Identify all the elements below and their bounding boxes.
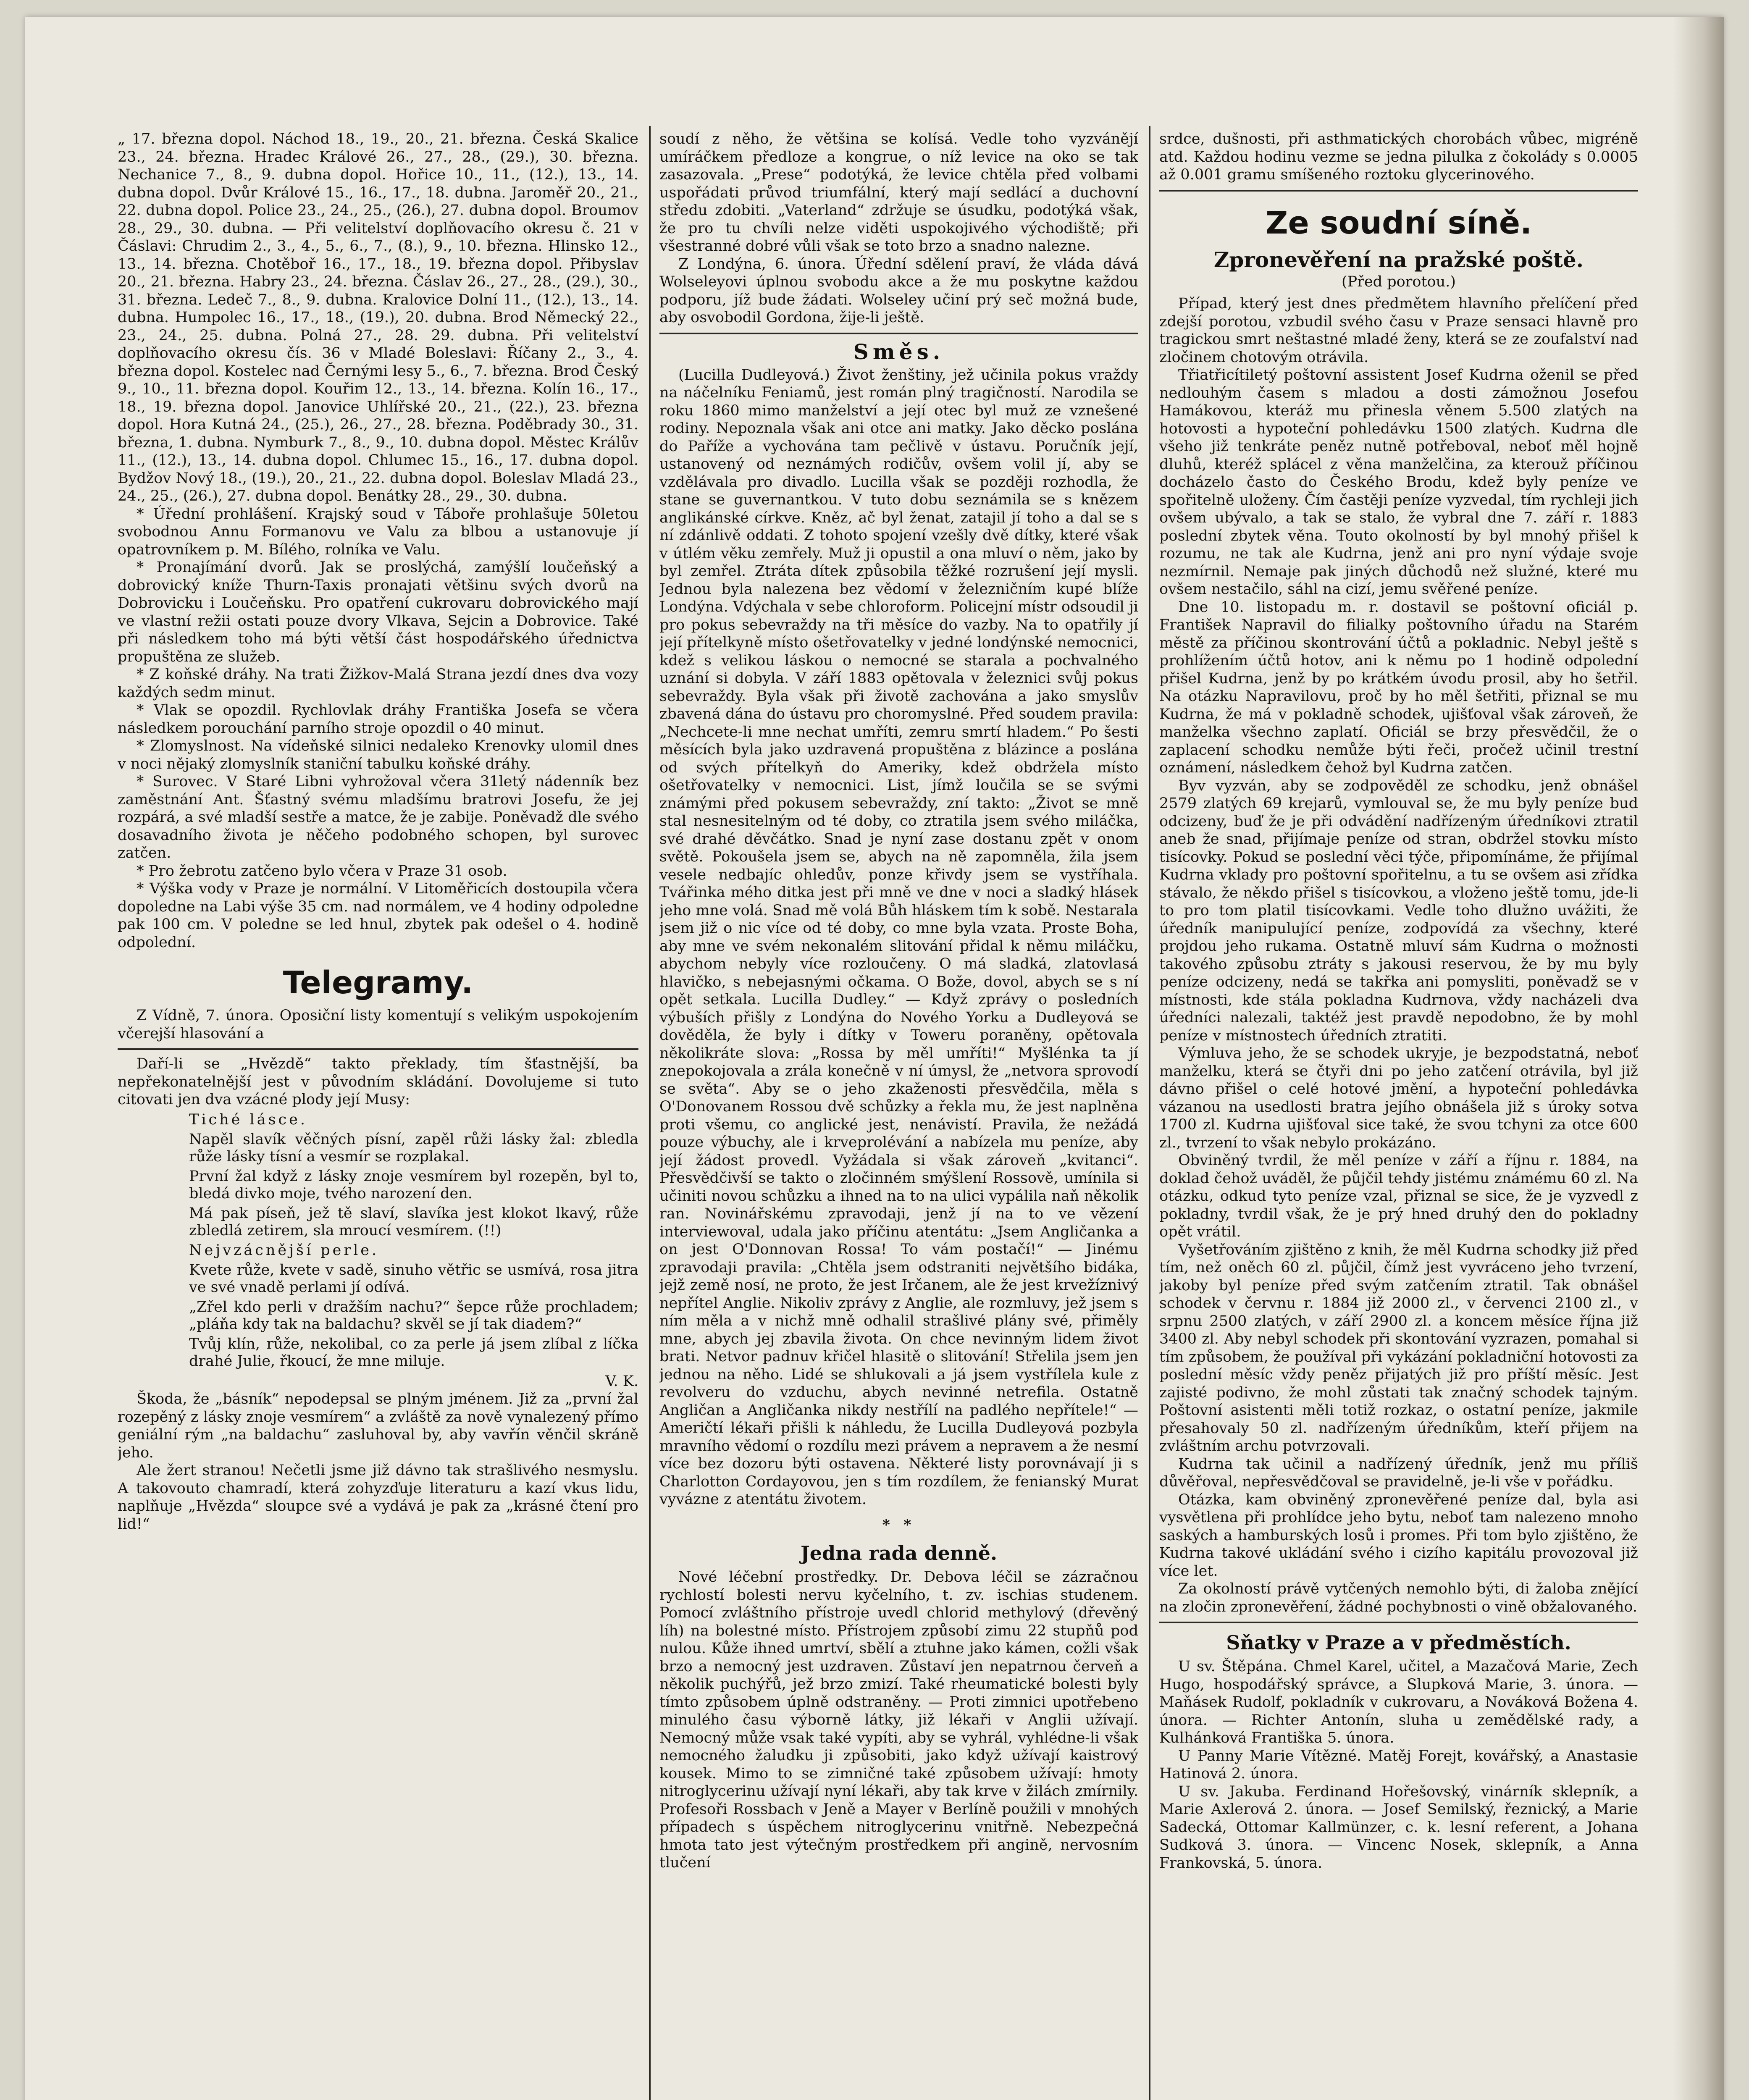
section-divider [659, 333, 1138, 334]
section-title-marriages: Sňatky v Praze a v předměstích. [1226, 1631, 1571, 1654]
court-paragraph-9: Otázka, kam obviněný zpronevěřené peníze dal, byla asi vysvětlena při prohlídce jeho bytu, neboť tam nalezeno mnoho saských a hamburských losů i promes. Při tom bylo zjištěno, že Kudrna takové ukládání svého i cizího kapitálu provozoval již více let. [1159, 1491, 1638, 1580]
news-item-train-delay: * Vlak se opozdil. Rychlovlak dráhy Františka Josefa se včera následkem porouchání parního stroje opozdil o 40 minut. [118, 702, 638, 737]
poem-1-stanza-3: Má pak píseň, jež tě slaví, slavíka jest klokot lkavý, růže zbledlá zetirem, sla mroucí vesmírem. (!!) [189, 1205, 638, 1239]
poem-1-title: Tiché lásce. [189, 1111, 307, 1128]
poem-2-stanza-1: Kvete růže, kvete v sadě, sinuho větřic se usmívá, rosa jitra ve své vnadě perlami jí odívá. [189, 1261, 638, 1296]
poem-1-stanza-2: První žal když z lásky znoje vesmírem byl rozepěn, byl to, bledá divko moje, tvého narození den. [189, 1168, 638, 1202]
court-paragraph-5: Výmluva jeho, že se schodek ukryje, je bezpodstatná, neboť manželku, která se čtyři dni po jeho zatčení otrávila, byl již dávno přišel o celé hotové jmění, a hypoteční pohledávka vázanou na usedlosti bratra jejího obnášela již s úroky sotva 1700 zl. Kudrna ujišťoval sice také, že svou tchyni za otce 600 zl., tvrzení to však nebylo prokázáno. [1159, 1045, 1638, 1151]
column-rule-left [649, 126, 651, 2100]
section-divider [1159, 190, 1638, 192]
poem-2-title: Nejvzácnější perle. [189, 1242, 379, 1259]
news-item-brute: * Surovec. V Staré Libni vyhrožoval včera 31letý nádenník bez zaměstnání Ant. Šťastný svému mladšímu bratrovi Josefu, že jej rozpárá, a své mladší sestře a matce, že je zabije. Poněvadž dle svého dosavadního života je něčeho podobného schopen, byl surovec zatčen. [118, 773, 638, 861]
news-item-official-declaration: * Úřední prohlášení. Krajský soud v Táboře prohlašuje 50letou svobodnou Annu Formanovu ve Valu za blbou a ustanovuje jí opatrovníkem p. M. Bílého, rolníka ve Valu. [118, 505, 638, 558]
recruitment-schedule: „ 17. března dopol. Náchod 18., 19., 20., 21. března. Česká Skalice 23., 24. března. Hradec Králové 26., 27., 28., (29.), 30. března. Nechanice 7., 8., 9. dubna dopol. Hořice 10., 11., (12.), 13., 14. dubna dopol. Dvůr Králové 15., 16., 17., 18. dubna. Jaroměř 20., 21., 22. dubna dopol. Police 23., 24., 25., (26.), 27. dubna dopol. Broumov 28., 29., 30. dubna. — Při velitelství doplňovacího okresu č. 21 v Čáslavi: Chrudim 2., 3., 4., 5., 6., 7., (8.), 9., 10. března. Hlinsko 12., 13., 14. března. Chotěboř 16., 17., 18., 19. března dopol. Přibyslav 20., 21. března. Habry 23., 24. března. Čáslav 26., 27., 28., (29.), 30., 31. března. Ledeč 7., 8., 9. dubna. Kralovice Dolní 11., (12.), 13., 14. dubna. Humpolec 16., 17., 18., (19.), 20. dubna. Brod Německý 22., 23., 24., 25. dubna. Polná 27., 28. 29. dubna. Při velitelství doplňovacího okresu čís. 36 v Mladé Boleslavi: Říčany 2., 3., 4. března dopol. Kostelec nad Černými lesy 5., 6., 7. března. Brod Český 9., 10., 11. března dopol. Kouřim 12., 13., 14. března. Kolín 16., 17., 18., 19. března dopol. Janovice Uhlířské 20., 21., (22.), 23. března dopol. Hora Kutná 24., (25.), 26., 27., 28. března. Poděbrady 30., 31. března, 1. dubna. Nymburk 7., 8., 9., 10. dubna dopol. Městec Králův 11., (12.), 13., 14. dubna dopol. Chlumec 15., 16., 17. dubna dopol. Bydžov Nový 18., (19.), 20., 21., 22. dubna dopol. Boleslav Mladá 23., 24., 25., (26.), 27. dubna dopol. Benátky 28., 29., 30. dubna. [118, 131, 638, 504]
marriages-st-james: U sv. Jakuba. Ferdinand Hořešovský, vinárník sklepník, a Marie Axlerová 2. února. — Josef Semilský, řeznický, a Marie Sadecká, Ottomar Kallmünzer, c. k. lesní referent, a Johana Sudková 3. února. — Vincenc Nosek, sklepník, a Anna Frankovská, 5. února. [1159, 1783, 1638, 1872]
section-title-telegrams: Telegramy. [283, 965, 473, 1001]
column-3 [1159, 130, 1638, 2100]
court-paragraph-4: Byv vyzván, aby se zodpověděl ze schodku, jenž obnášel 2579 zlatých 69 krejarů, vymlouval se, že mu byly peníze buď odcizeny, buď že je při odvádění nadřízeným úředníkovi ztratil aneb že snad, přijímaje peníze od stran, obdržel stovku místo tisícovky. Pokud se poslední věci týče, připomínáme, že přijímal Kudrna vklady pro poštovní spořitelnu, a tu se ovšem asi zřídka stávalo, že někdo přišel s tisícovkou, a vloženo ještě tomu, jde-li to pro tom platil tisícovkami. Vedle toho dlužno uvážiti, že úředník manipulující peníze, zodpovídá za všechny, které projdou jeho rukama. Ostatně mluví sám Kudrna o možnosti takového způsobu ztráty s jakousi reservou, že by mu byly peníze odcizeny, nedá se takřka ani pomysliti, poněvadž se v místnosti, kde stála pokladna Kudrnova, vždy nacházeli dva úředníci nalezali, taktéž jest pravdě nepodobno, že by mohl peníze v místnostech úředních ztratiti. [1159, 777, 1638, 1044]
court-paragraph-7: Vyšetřováním zjištěno z knih, že měl Kudrna schodky již před tím, než oněch 60 zl. půjčil, čímž jest vyvráceno jeho tvrzení, jakoby byl peníze před svým zatčením ztratil. Tak obnášel schodek v červnu r. 1884 již 2000 zl., v červenci 2100 zl., v srpnu 2500 zlatých, v září 2900 zl. a koncem měsíce října již 3400 zl. Aby nebyl schodek při skontování vyzrazen, pomahal si tím způsobem, že používal při vykázání pokladniční hotovosti za poslední měsíc vždy peněz přijatých již pro příští měsíc. Jest zajisté podivno, že mohl zůstati tak značný schodek tajným. Poštovní asistenti měli totiž rozkaz, o ostatní peníze, jakmile přesahovaly 50 zl. nadřízeným úředníkům, kteří přijem na zvláštním archu potvrzovali. [1159, 1241, 1638, 1454]
critique-intro: Daří-li se „Hvězdě“ takto překlady, tím šťastnější, ba nepřekonatelnější jest v původním skládání. Dovolujeme si tuto citovati jen dva vzácné plody její Musy: [118, 1055, 638, 1108]
court-paragraph-3: Dne 10. listopadu m. r. dostavil se poštovní oficiál p. František Napravil do filialky poštovního úřadu na Starém městě za příčinou skontrování účtů a pokladnic. Nebyl ještě s prohlížením účtů hotov, ani k němu po 1 hodině odpolední přišel Kudrna, jenž by po krátkém úvodu prosil, aby ho šetřil. Na otázku Napravilovu, proč by ho měl šetřiti, přiznal se mu Kudrna, že má v pokladně schodek, ujišťoval však zároveň, že manželka všechno zaplatí. Oficiál se brzy přesvědčil, že o zaplacení schodku nemůže býti řeči, pročež učinil trestní oznámení, následkem čehož byl Kudrna zatčen. [1159, 598, 1638, 776]
poem-2-stanza-2: „Zřel kdo perli v dražším nachu?“ šepce růže prochladem; „pláňa kdy tak na baldachu? skvěl se jí tak diadem?“ [189, 1298, 638, 1333]
court-paragraph-1: Případ, který jest dnes předmětem hlavního přelíčení před zdejší porotou, vzbudil svého času v Praze sensaci hlavně pro tragickou smrt neštastné mladé ženy, která se ze zoufalství nad zločinem chotovým otrávila. [1159, 295, 1638, 366]
critique-body-1: Škoda, že „básník“ nepodepsal se plným jménem. Již za „první žal rozepěný z lásky znoje vesmírem“ a zvláště za nově vynalezený přímo geniální rým „na baldachu“ zasluhoval by, aby vavřín věnčil skráně jeho. [118, 1391, 638, 1461]
advice-continued: srdce, dušnosti, při asthmatických chorobách vůbec, migréně atd. Každou hodinu vezme se jedna pilulka z čokolády s 0.0005 až 0.001 gramu smíšeného roztoku glycerinového. [1159, 131, 1638, 183]
news-item-begging: * Pro žebrotu zatčeno bylo včera v Praze 31 osob. [137, 862, 507, 879]
court-paragraph-8: Kudrna tak učinil a nadřízený úředník, jenž mu příliš důvěřoval, nepřesvědčoval se pravidelně, je-li vše v pořádku. [1159, 1455, 1638, 1490]
telegram-london: Z Londýna, 6. února. Úřední sdělení praví, že vláda dává Wolseleyovi úplnou svobodu akce a že mu poskytne každou podporu, jíž bude žádati. Wolseley učiní prý seč možná bude, aby osvobodil Gordona, žije-li ještě. [659, 255, 1138, 326]
telegram-vienna: Z Vídně, 7. února. Oposiční listy komentují s velikým uspokojením včerejší hlasování a [118, 1007, 638, 1042]
story-lucilla-dudley: (Lucilla Dudleyová.) Život ženštiny, jež učinila pokus vraždy na náčelníku Feniamů, jest román plný tragičností. Narodila se roku 1860 mimo manželství a její otec byl muž ze vznešené rodiny. Nepoznala však ani otce ani matky. Jako děcko poslána do Paříže a vychována tam pečlivě v ústavu. Poručník její, ustanovený od neznámých rodičův, ovšem volil jí, aby se vzdělávala pro divadlo. Lucilla však se později rozhodla, že stane se guvernantkou. V tuto dobu seznámila se s knězem anglikánské církve. Kněz, ač byl ženat, zatajil jí toho a dal se s ní zdánlivě oddati. Z tohoto spojení vzešly dvě dítky, které však v útlém věku zemřely. Muž ji opustil a ona mluví o něm, jako by byl zemřel. Ztráta dítek způsobila těžké rozrušení její mysli. Jednou byla nalezena bez vědomí v železničním kupé blíže Londýna. Vdýchala v sebe chloroform. Policejní místr odsoudil ji pro pokus sebevraždy na tři měsíce do vazby. Na to opatřily jí její přítelkyně místo ošetřovatelky v jedné londýnské nemocnici, kdež s velikou láskou o nemocné se starala a pochvalného uznání si dobyla. V září 1883 opětovala v železnici svůj pokus sebevraždy. Byla však při životě zachována a jako smyslův zbavená dána do ústavu pro choromyslné. Před soudem pravila: „Nechcete-li mne nechat umříti, zemru smrtí hladem.“ Po šesti měsících byla jako uzdravená propuštěna z blázince a poslána od svých přítelkyň do Ameriky, kdež obdržela místo ošetřovatelky v nemocnici. List, jímž loučila se se svými známými před pokusem sebevraždy, zní takto: „Život se mně stal nesnesitelným od té doby, co ztratila jsem svého miláčka, své drahé děvčátko. Snad je nyní zase dostanu zpět v onom světě. Pokoušela jsem se, abych na ně zapomněla, žila jsem vesele nedbajíc ohledův, ponze křivdy jsem se vystříhala. Tvářinka mého ditka jest při mně ve dne v noci a sladký hlásek jeho mne volá. Snad mě volá Bůh hláskem tím k sobě. Nestarala jsem již o nic více od té doby, co mne byla vzata. Proste Boha, aby mne ve svém nekonalém slitování přidal k němu miláčku, abychom nebyly více rozloučeny. O má sladká, zlatovlasá hlavičko, s nebejasnými očkama. O Bože, dovol, abych se s ní opět setkala. Lucilla Dudley.“ — Když zprávy o posledních výbuších přišly z Londýna do Nového Yorku a Dudleyová se dověděla, že byly i dítky v Toweru poraněny, opětovala několikráte slova: „Rossa by měl umříti!“ Myšlénka ta jí znepokojovala a zrála konečně v ní úmysl, že „netvora sprovodí se světa“. Aby se o jeho zkaženosti přesvědčila, měla s O'Donovanem Rossou dvě schůzky a řekla mu, že jest naplněna proti všemu, co anglické jest, nenávistí. Pravila, že nežádá pouze výbuchy, ale i krveprolévání a nabízela mu peníze, aby její žádost provedl. Vyžádala si však zároveň „kvitanci“. Přesvědčivší se takto o zločinném smýšlení Rossově, umínila si učiniti novou schůzku a ihned na to na ulici vypálila naň několik ran. Novinářskému zpravodaji, jenž jí na to ve vězení interviewoval, udala jako příčinu atentátu: „Jsem Angličanka a on jest O'Donnovan Rossa! To vám postačí!“ — Jinému zpravodaji pravila: „Chtěla jsem odstraniti největšího bidáka, jejž země nosí, ne proto, že jest Irčanem, ale že jest krvežíznivý nepřítel Anglie. Nikoliv zprávy z Anglie, ale rozmluvy, jež jsem s ním měla a v nichž mně odhalil strašlivé plány své, přiměly mne, abych jej zbavila života. On chce nevinným lidem život brati. Netvor padnuv křičel hlasitě o slitování! Střelila jsem jen jednou na něho. Lidé se shlukovali a já jsem vystřílela kule z revolveru do vzduchu, abych nevinné netrefila. Ostatně Angličan a Angličanka nikdy nestřílí na padlého nepřítele!“ — Američtí lékaři přišli k náhledu, že Lucilla Dudleyová pozbyla mravního vědomí o rozdílu mezi právem a nepravem a že nesmí více bez dozoru býti ostavena. Některé listy porovnávají ji s Charlotton Cordayovou, jen s tím rozdílem, že fenianský Murat vyvázne z atentátu životem. [659, 366, 1138, 1508]
section-title-miscellany: Směs. [853, 339, 945, 364]
section-divider [1159, 1622, 1638, 1623]
column-2 [659, 130, 1138, 2100]
poem-1-stanza-1: Napěl slavík věčných písní, zapěl růži lásky žal: zbledla růže lásky tísní a vesmír se rozplakal. [189, 1131, 638, 1165]
poem-2-signature: V. K. [605, 1373, 638, 1390]
section-divider [118, 1048, 638, 1050]
news-item-estate-leasing: * Pronajímání dvorů. Jak se proslýchá, zamýšlí loučeňský a dobrovický kníže Thurn-Taxis pronajati většinu svých dvorů na Dobrovicku i Loučeňsku. Pro opatření cukrovaru dobrovického mají ve vlastní režii ostati pouze dvory Vlkava, Sejcin a Dobrovice. Také při následkem toho má býti větší část hospodářského úřednictva propuštěna ze služeb. [118, 559, 638, 665]
page-content [118, 130, 1638, 2100]
news-item-horse-tram: * Z koňské dráhy. Na trati Žižkov-Malá Strana jezdí dnes dva vozy každých sedm minut. [118, 666, 638, 701]
telegram-vienna-continued: soudí z něho, že většina se kolísá. Vedle toho vyzvánějí umíráčkem předloze a kongrue, o níž levice na oko se tak zasazovala. „Prese“ podotýká, že levice chtěla před volbami uspořádati průvod triumfální, který mají sedlácí a duchovní středu zdobiti. „Vaterland“ zdržuje se úsudku, podotýká však, že pro tu chvíli nelze viděti uspokojivého východiště; při všestranné dobré vůli však se toto brzo a snadno nalezne. [659, 131, 1138, 255]
section-title-daily-advice: Jedna rada denně. [800, 1542, 998, 1564]
marriages-st-stephen: U sv. Štěpána. Chmel Karel, učitel, a Mazačová Marie, Zech Hugo, hospodářský správce, a Slupková Marie, 3. února. — Maňásek Rudolf, pokladník v cukrovaru, a Nováková Božena 4. února. — Richter Antonín, sluha u zemědělské rady, a Kulhánková Františka 5. února. [1159, 1658, 1638, 1746]
section-stars: * * [882, 1516, 916, 1533]
section-title-court: Ze soudní síně. [1265, 205, 1532, 241]
news-item-water-level: * Výška vody v Praze je normální. V Litoměřicích dostoupila včera dopoledne na Labi výše 35 cm. nad normálem, ve 4 hodiny odpoledne pak 100 cm. V poledne se led hnul, zbytek pak odešel o 4. hodině odpolední. [118, 880, 638, 951]
page-binding-edge [1673, 17, 1724, 2100]
court-case-note: (Před porotou.) [1342, 273, 1456, 290]
court-paragraph-10: Za okolností právě vytčených nemohlo býti, di žaloba znějící na zločin zpronevěření, žádné pochybnosti o vině obžalovaného. [1159, 1580, 1638, 1615]
court-case-title: Zpronevěření na pražské poště. [1213, 247, 1584, 272]
newspaper-page [25, 17, 1724, 2100]
marriages-our-lady-victorious: U Panny Marie Vítězné. Matěj Forejt, kovářský, a Anastasie Hatinová 2. února. [1159, 1747, 1638, 1782]
court-paragraph-6: Obviněný tvrdil, že měl peníze v září a říjnu r. 1884, na doklad čehož uváděl, že půjčil tehdy jistému známému 60 zl. Na otázku, odkud tyto peníze vzal, přiznal se sice, že je vyzvedl z pokladny, tvrdil však, že je prý hned druhý den do pokladny opět vrátil. [1159, 1152, 1638, 1240]
news-item-vandalism: * Zlomyslnost. Na vídeňské silnici nedaleko Krenovky ulomil dnes v noci nějaký zlomyslník staniční tabulku koňské dráhy. [118, 738, 638, 772]
column-1 [118, 130, 638, 2100]
poem-2-signature-line [118, 1373, 638, 1391]
column-rule-right [1149, 126, 1150, 2100]
critique-body-2: Ale žert stranou! Nečetli jsme již dávno tak strašlivého nesmyslu. A takovouto chamradí, která zohyzďuje literaturu a kazí vkus lidu, naplňuje „Hvězda“ sloupce své a vydává je pak za „krásné čtení pro lid!“ [118, 1462, 638, 1533]
court-paragraph-2: Třiatřicítiletý poštovní assistent Josef Kudrna oženil se před nedlouhým časem s mladou a dosti zámožnou Josefou Hamákovou, kteráž mu přinesla věnem 5.500 zlatých na hotovosti a hypoteční pohledávku 1500 zlatých. Kudrna dle všeho již tenkráte peněz nutně potřeboval, neboť měl hojně dluhů, kteréž splácel z věna manželčina, za kterouž příčinou docházelo často do Českého Brodu, kdež byly peníze ve spořitelně uloženy. Čím častěji peníze vyzvedal, tím rychleji jich ovšem ubývalo, a tak se stalo, že vybral dne 7. září r. 1883 poslední zbytek věna. Touto okolností by byl mnohý přišel k rozumu, ne tak ale Kudrna, jenž ani pro nyní výdaje svoje nezmírnil. Nemaje pak jiných důchodů než služné, které mu ovšem nestačilo, sáhl na cizí, jemu svěřené peníze. [1159, 367, 1638, 598]
poem-2-stanza-3: Tvůj klín, růže, nekolibal, co za perle já jsem zlíbal z líčka drahé Julie, řkoucí, že mne miluje. [189, 1335, 638, 1370]
advice-new-remedies: Nové léčební prostředky. Dr. Debova léčil se zázračnou rychlostí bolesti nervu kyčelního, t. zv. ischias studenem. Pomocí zvláštního přístroje uvedl chlorid methylový (dřevěný líh) na bolestné místo. Přístrojem způsobí zimu 22 stupňů pod nulou. Kůže ihned umrtví, sbělí a ztuhne jako kámen, cožli však brzo a nemocný jest uzdraven. Zůstaví jen nepatrnou červeň a několik puchýřů, jež brzo zmizí. Také rheumatické bolesti byly tímto způsobem úplně odstraněny. — Proti zimnici upotřebeno minulého času výborně látky, již lékaři v Anglii užívají. Nemocný může vsak také vypíti, aby se vyhrál, vyhlédne-li však nemocného žaludku ji způsobiti, jako když užívají kaistrový kousek. Mimo to se zimničné také způsobem užívají: hmoty nitroglycerinu užívají nyní lékaři, aby tak krve v žilách zmírnily. Profesoři Rossbach v Jeně a Mayer v Berlíně použili v mnohých případech s úspěchem nitroglycerinu vnitřně. Nebezpečná hmota tato jest výtečným prostředkem při angině, nervosním tlučení [659, 1569, 1138, 1871]
